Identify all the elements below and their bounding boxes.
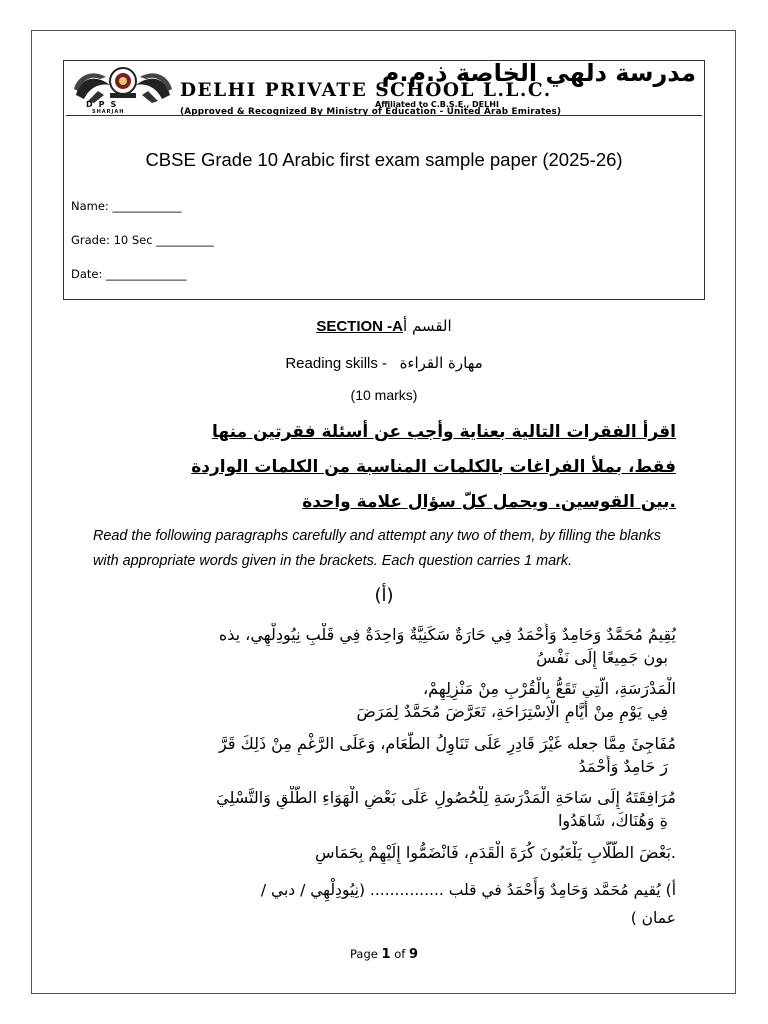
passage-line: بون جَمِيعًا إِلَى نَفْسُ bbox=[536, 648, 668, 667]
school-name-english: DELHI PRIVATE SCHOOL L.L.C. bbox=[180, 80, 552, 101]
school-letterhead bbox=[68, 59, 702, 117]
page-current: 1 bbox=[381, 947, 391, 962]
date-field: Date: ______________ bbox=[71, 267, 187, 281]
instruction-line: فقط، بملأ الفراغات بالكلمات المناسبة من الكلمات الواردة bbox=[191, 457, 676, 477]
passage-line: مُفَاجِئَ مِمَّا جعله غَيْرَ قَادِرٍ عَلَى تَنَاوِلُ الطَّعَام، وَعَلَى الرَّغْمِ مِنْ ذَلِكَ قَرَّ bbox=[219, 734, 676, 753]
skill-label-ar: مهارة القراءة bbox=[399, 354, 483, 372]
passage-line: ةِ وَهُنَاكَ، شَاهَدُوا bbox=[557, 811, 668, 830]
passage-line: فِي يَوْمٍ مِنْ أَيَّامِ الْاِسْتِرَاحَةِ، تَعَرَّضَ مُحَمَّدٌ لِمَرَضَ bbox=[356, 702, 668, 721]
letterhead-divider bbox=[66, 115, 702, 116]
passage-line: رَ حَامِدٌ وَأَحْمَدُ bbox=[578, 757, 668, 776]
marks-label: (10 marks) bbox=[350, 387, 418, 403]
page-of: of bbox=[394, 947, 406, 961]
instruction-line: .بين القوسين. ويحمل كلّ سؤال علامة واحدة bbox=[302, 492, 676, 512]
passage-line: مُرَافِقَتَهُ إِلَى سَاحَةِ الْمَدْرَسَةِ لِلْحُصُولِ عَلَى بَعْضِ الْهَوَاءِ الطَّلْقِ وَالتَّسْلِيَ bbox=[216, 788, 676, 807]
affiliation-text: Affiliated to C.B.S.E., DELHI bbox=[375, 100, 499, 109]
school-name-arabic: مدرسة دلهي الخاصة ذ.م.م bbox=[381, 59, 696, 87]
instructions-arabic bbox=[92, 415, 676, 520]
section-label-en: SECTION -A bbox=[316, 318, 404, 335]
question-line: عمان ) bbox=[630, 909, 676, 927]
passage-line: يُقِيمُ مُحَمَّدٌ وَحَامِدٌ وَأَحْمَدُ فِي حَارَةٌ سَكَنِيَّةٌ وَاحِدَةٌ فِي قَلْبِ نِيُودِلْهِي، يذه bbox=[218, 625, 676, 644]
skill-heading bbox=[0, 354, 768, 372]
question-line: أ) يُقيم مُحَمَّد وَحَامِدٌ وَأَحْمَدُ في قلب ............... (نِيُودِلْهِي / دبي / bbox=[260, 881, 676, 899]
crest-caption: DPS bbox=[86, 100, 123, 109]
name-field: Name: ____________ bbox=[71, 199, 182, 213]
grade-field: Grade: 10 Sec __________ bbox=[71, 233, 214, 247]
page-number bbox=[0, 947, 768, 962]
approval-text: (Approved & Recognized By Ministry of Education - United Arab Emirates) bbox=[180, 107, 562, 117]
passage-paragraph-5 bbox=[92, 841, 676, 864]
passage-line: .بَعْضَ الطُّلَّابِ يَلْعَبُونَ كُرَةَ الْقَدَمِ، فَانْضَمُّوا إِلَيْهِمْ بِحَمَاسٍ bbox=[315, 843, 676, 862]
crest-location: SHARJAH bbox=[92, 109, 125, 115]
instructions-english: Read the following paragraphs carefully and attempt any two of them, by filling the blanks with appropriate words given in the brackets. Each question carries 1 mark. bbox=[93, 528, 661, 569]
question-a bbox=[92, 876, 676, 932]
page-prefix: Page bbox=[350, 947, 378, 961]
passage-paragraph-2 bbox=[92, 677, 676, 723]
skill-label-en: Reading skills - bbox=[285, 355, 388, 372]
page-total: 9 bbox=[408, 947, 418, 962]
passage-paragraph-4 bbox=[92, 786, 676, 832]
paragraph-label: (أ) bbox=[374, 585, 394, 606]
passage-paragraph-3 bbox=[92, 732, 676, 778]
section-label-ar: القسم أ bbox=[403, 317, 452, 335]
passage-line: الْمَدْرَسَةِ، الَّتِي تَقَعُّ بِالْقُرْبِ مِنْ مَنْزِلِهِمْ، bbox=[422, 679, 676, 698]
passage-paragraph-1 bbox=[92, 623, 676, 669]
section-heading bbox=[0, 317, 768, 335]
exam-title: CBSE Grade 10 Arabic first exam sample paper (2025-26) bbox=[145, 149, 623, 170]
instruction-line: اقرأ الفقرات التالية بعناية وأجب عن أسئلة فقرتين منها bbox=[212, 422, 676, 442]
